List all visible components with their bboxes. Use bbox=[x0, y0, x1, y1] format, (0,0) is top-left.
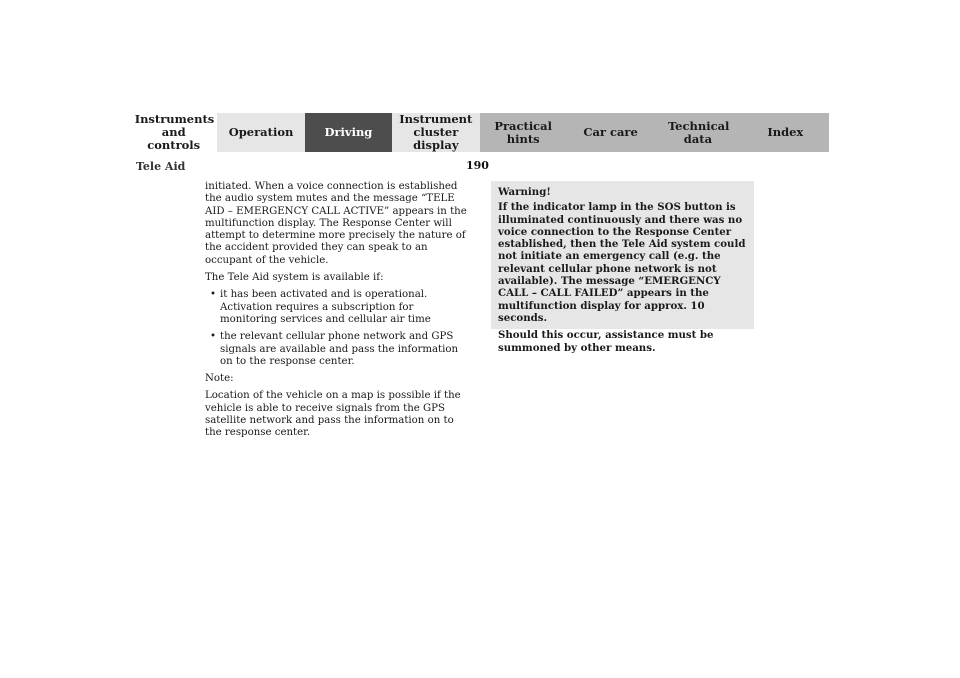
list-item bbox=[205, 289, 470, 326]
tab-instrument-cluster-display[interactable] bbox=[392, 113, 479, 152]
bullet-icon: • bbox=[210, 331, 217, 343]
tab-car-care[interactable] bbox=[567, 113, 654, 152]
warning-paragraph-1: If the indicator lamp in the SOS button is illuminated continuously and there was no voice connection to the Response Center established, then the Tele Aid system could not initiate an emergency call (e.g. the relevant cellular phone network is not available). The message “EMERGENCY CALL – CALL FAILED” appears in the multifunction display for approx. 10 seconds. bbox=[498, 201, 746, 324]
page-number: 190 bbox=[466, 159, 489, 172]
list-item-text: the relevant cellular phone network and GPS signals are available and pass the information on to the response center. bbox=[220, 331, 459, 367]
tab-label: Instruments and controls bbox=[134, 112, 215, 152]
tab-label: Instrument cluster display bbox=[399, 112, 473, 152]
tab-driving[interactable] bbox=[305, 113, 392, 152]
tab-label: Operation bbox=[228, 125, 294, 139]
availability-list bbox=[205, 289, 470, 368]
tab-index[interactable] bbox=[742, 113, 829, 152]
section-title: Tele Aid bbox=[136, 160, 186, 173]
tab-label: Index bbox=[767, 125, 804, 139]
tab-label: Driving bbox=[324, 125, 373, 139]
list-item-text: it has been activated and is operational. Activation requires a subscription for monitoring services and cellular air time bbox=[220, 289, 431, 325]
list-item bbox=[205, 331, 470, 368]
warning-paragraph-2: Should this occur, assistance must be summoned by other means. bbox=[498, 329, 714, 354]
note-text: Location of the vehicle on a map is possible if the vehicle is able to receive signals from the GPS satellite network and pass the information on to the response center. bbox=[205, 390, 461, 439]
warning-box bbox=[491, 181, 754, 354]
tab-technical-data[interactable] bbox=[654, 113, 741, 152]
chapter-nav bbox=[130, 113, 829, 152]
tab-label: Technical data bbox=[667, 118, 730, 146]
main-text-column bbox=[205, 181, 470, 445]
bullet-icon: • bbox=[210, 289, 217, 301]
availability-intro: The Tele Aid system is available if: bbox=[205, 272, 384, 284]
note-label: Note: bbox=[205, 373, 234, 385]
tab-instruments-and-controls[interactable] bbox=[130, 113, 217, 152]
tab-label: Car care bbox=[583, 125, 638, 139]
tab-practical-hints[interactable] bbox=[480, 113, 567, 152]
warning-title: Warning! bbox=[498, 186, 551, 198]
intro-paragraph: initiated. When a voice connection is established the audio system mutes and the message “TELE AID – EMERGENCY CALL ACTIVE” appears in the multifunction display. The Response Center will attempt to determine more precisely the nature of the accident provided they can speak to an occupant of the vehicle. bbox=[205, 181, 467, 266]
tab-label: Practical hints bbox=[494, 118, 553, 146]
tab-operation[interactable] bbox=[217, 113, 304, 152]
